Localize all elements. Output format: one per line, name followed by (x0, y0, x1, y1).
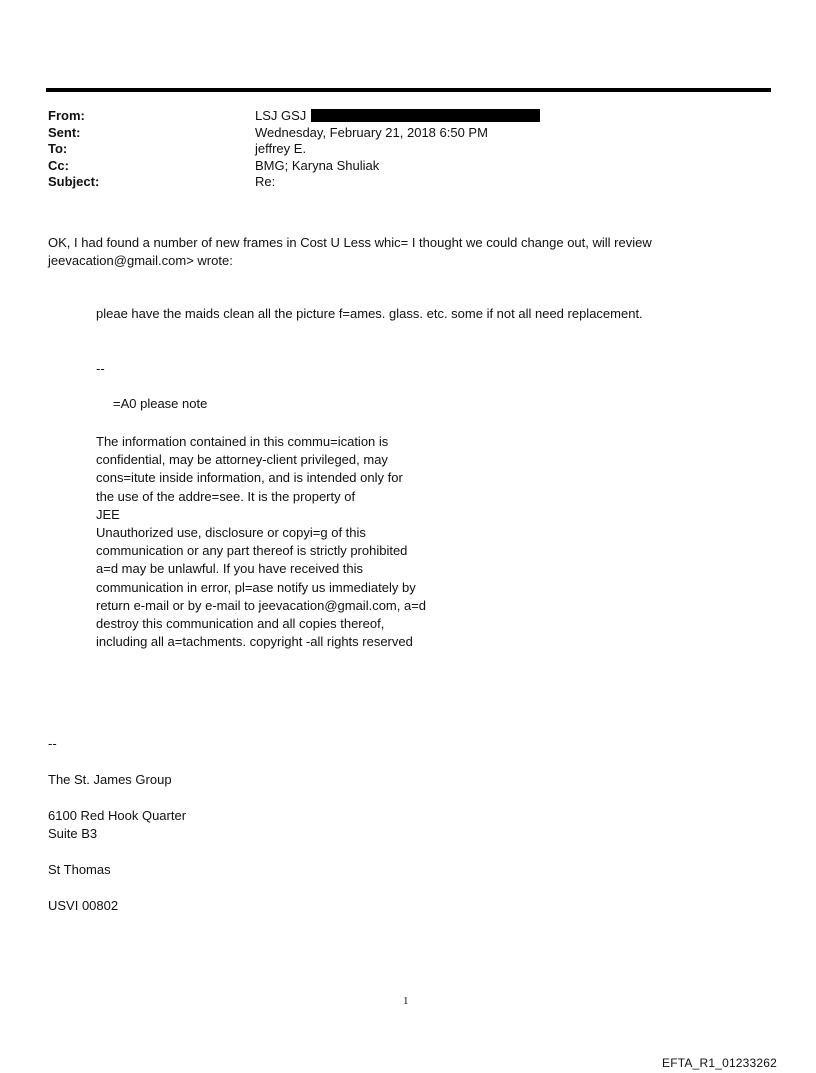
from-row (48, 108, 748, 125)
disclaimer-line: JEE (96, 506, 120, 522)
to-value: jeffrey E. (255, 141, 307, 156)
cc-label: Cc: (48, 157, 69, 173)
disclaimer-line: communication in error, pl=ase notify us immediately by (96, 579, 416, 595)
disclaimer-line: destroy this communication and all copies thereof, (96, 615, 385, 631)
page-number: 1 (403, 995, 409, 1007)
from-label: From: (48, 108, 85, 123)
cc-row (48, 158, 748, 175)
subject-label: Subject: (48, 174, 100, 189)
header-rule (46, 88, 771, 92)
quoted-message (96, 305, 643, 323)
address-line-1: 6100 Red Hook Quarter (48, 808, 187, 823)
disclaimer-line: confidential, may be attorney-client privileged, may (96, 452, 388, 468)
company-name: The St. James Group (48, 772, 172, 787)
quoted-separator (96, 360, 105, 378)
please-note (113, 395, 207, 413)
reply-line: jeevacation@gmail.com> wrote: (48, 253, 233, 268)
quoted-separator-text: -- (96, 361, 105, 376)
city-text: St Thomas (48, 862, 111, 877)
confidentiality-disclaimer (96, 433, 426, 651)
region-text: USVI 00802 (48, 898, 119, 913)
address-line-2: Suite B3 (48, 826, 98, 841)
signature-separator-text: -- (48, 736, 57, 751)
disclaimer-line: return e-mail or by e-mail to jeevacation@gmail.com, a=d (96, 597, 427, 613)
to-row (48, 141, 748, 158)
subject-row (48, 174, 748, 191)
signature-address (48, 807, 186, 843)
to-label: To: (48, 141, 68, 156)
signature-company (48, 771, 172, 789)
reply-line: OK, I had found a number of new frames in Cost U Less whic= I thought we could change out, will review (48, 235, 652, 250)
disclaimer-line: Unauthorized use, disclosure or copyi=g of this (96, 524, 366, 540)
sent-value: Wednesday, February 21, 2018 6:50 PM (255, 124, 488, 140)
disclaimer-line: a=d may be unlawful. If you have received this (96, 561, 364, 577)
disclaimer-line: communication or any part thereof is strictly prohibited (96, 543, 408, 559)
disclaimer-line: cons=itute inside information, and is intended only for (96, 470, 403, 486)
cc-value: BMG; Karyna Shuliak (255, 157, 380, 173)
redaction-bar (311, 109, 540, 122)
from-value (255, 108, 540, 125)
disclaimer-line: including all a=tachments. copyright -all rights reserved (96, 634, 413, 650)
disclaimer-line: The information contained in this commu=ication is (96, 434, 389, 449)
email-header (48, 108, 748, 191)
sent-row (48, 125, 748, 142)
sent-label: Sent: (48, 124, 81, 140)
signature-city (48, 861, 111, 879)
please-note-text: =A0 please note (113, 396, 208, 411)
signature-separator (48, 735, 57, 753)
from-name: LSJ GSJ (255, 108, 307, 123)
signature-region (48, 897, 118, 915)
reply-text (48, 234, 652, 270)
bates-number: EFTA_R1_01233262 (662, 1056, 778, 1070)
disclaimer-line: the use of the addre=see. It is the property of (96, 488, 356, 504)
quoted-message-text: pleae have the maids clean all the picture f=ames. glass. etc. some if not all need replacement. (96, 306, 643, 321)
subject-value: Re: (255, 174, 276, 189)
